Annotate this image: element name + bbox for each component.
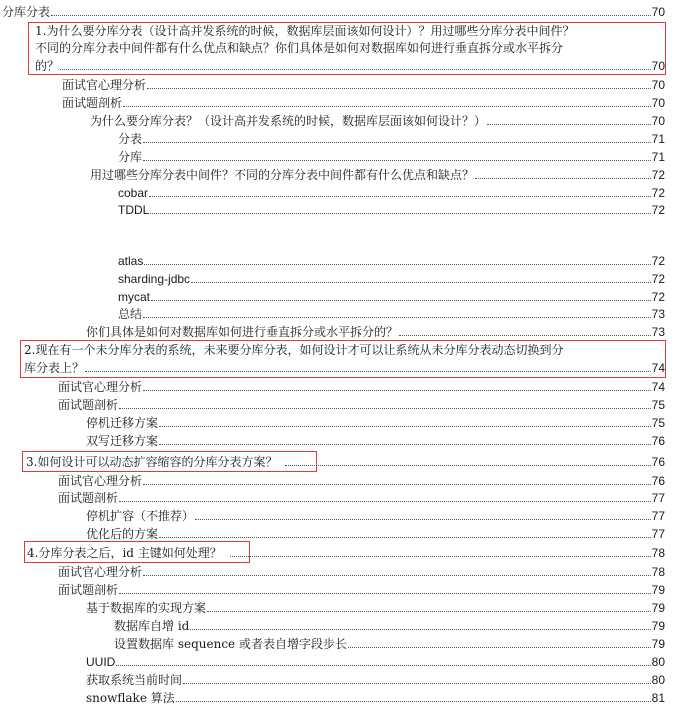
toc-leader-dots bbox=[149, 196, 651, 197]
toc-leader-dots bbox=[143, 390, 651, 391]
toc-entry[interactable] bbox=[62, 96, 665, 110]
toc-entry-text: sharding-jdbc bbox=[118, 272, 191, 286]
toc-entry[interactable] bbox=[58, 398, 665, 412]
toc-leader-dots bbox=[143, 317, 651, 318]
toc-leader-dots bbox=[143, 142, 651, 143]
toc-leader-dots bbox=[143, 160, 651, 161]
toc-entry[interactable] bbox=[118, 132, 665, 146]
toc-page-number: 71 bbox=[651, 132, 665, 146]
toc-leader-dots bbox=[143, 575, 651, 576]
toc-entry[interactable] bbox=[90, 168, 665, 182]
toc-leader-dots bbox=[51, 15, 651, 16]
toc-page-number: 72 bbox=[651, 290, 665, 304]
toc-page-number: 72 bbox=[651, 168, 665, 182]
toc-entry-text: 面试官心理分析 bbox=[62, 78, 147, 92]
toc-entry-text: atlas bbox=[118, 254, 144, 268]
toc-entry-text: 双写迁移方案 bbox=[86, 434, 159, 448]
toc-entry-text: 为什么要分库分表？（设计高并发系统的时候，数据库层面该如何设计？） bbox=[90, 114, 487, 128]
toc-page-number: 76 bbox=[651, 474, 665, 488]
toc-leader-dots bbox=[487, 124, 651, 125]
toc-page-number: 72 bbox=[651, 203, 665, 217]
toc-leader-dots bbox=[176, 701, 651, 702]
toc-entry-text: 的？ bbox=[35, 59, 60, 73]
toc-page-number: 80 bbox=[651, 673, 665, 687]
toc-page-number: 72 bbox=[651, 254, 665, 268]
toc-page-number: 75 bbox=[651, 416, 665, 430]
toc-leader-dots bbox=[144, 264, 650, 265]
toc-page-number: 78 bbox=[651, 565, 665, 579]
toc-entry[interactable] bbox=[58, 380, 665, 394]
toc-entry-text: 3.如何设计可以动态扩容缩容的分库分表方案？ bbox=[26, 455, 278, 469]
toc-page-number: 70 bbox=[651, 96, 665, 110]
toc-page-number: 77 bbox=[651, 509, 665, 523]
toc-entry-text-line[interactable]: 1.为什么要分库分表（设计高并发系统的时候，数据库层面该如何设计）？用过哪些分库分表中间件？ bbox=[35, 24, 575, 38]
toc-entry-text: TDDL bbox=[118, 203, 150, 217]
toc-entry[interactable] bbox=[118, 186, 665, 200]
toc-leader-dots bbox=[159, 537, 651, 538]
toc-leader-dots bbox=[150, 213, 650, 214]
toc-entry[interactable] bbox=[118, 254, 665, 268]
toc-entry-text: 设置数据库 sequence 或者表自增字段步长 bbox=[114, 637, 347, 651]
toc-leader-dots bbox=[119, 501, 651, 502]
toc-entry[interactable] bbox=[58, 474, 665, 488]
toc-entry-text: 你们具体是如何对数据库如何进行垂直拆分或水平拆分的？ bbox=[86, 325, 399, 339]
toc-entry[interactable] bbox=[86, 416, 665, 430]
toc-leader-dots bbox=[123, 106, 651, 107]
toc-entry-text: 优化后的方案 bbox=[86, 527, 159, 541]
toc-entry-text: 面试题剖析 bbox=[62, 96, 123, 110]
toc-leader-dots bbox=[475, 178, 651, 179]
toc-page-number: 71 bbox=[651, 150, 665, 164]
toc-page-number: 81 bbox=[651, 691, 665, 705]
toc-page-number: 73 bbox=[651, 325, 665, 339]
toc-entry[interactable] bbox=[118, 307, 665, 321]
toc-entry[interactable] bbox=[86, 691, 665, 705]
toc-page-number: 72 bbox=[651, 272, 665, 286]
toc-page-number: 77 bbox=[651, 527, 665, 541]
toc-entry-text: snowflake 算法 bbox=[86, 691, 175, 705]
toc-page-number: 72 bbox=[651, 186, 665, 200]
toc-leader-dots bbox=[230, 556, 651, 557]
toc-entry-text: UUID bbox=[86, 655, 116, 669]
toc-entry[interactable] bbox=[86, 434, 665, 448]
toc-leader-dots bbox=[116, 665, 650, 666]
toc-entry[interactable] bbox=[114, 619, 665, 633]
toc-entry[interactable] bbox=[86, 527, 665, 541]
toc-leader-dots bbox=[159, 444, 651, 445]
toc-leader-dots bbox=[191, 282, 651, 283]
toc-entry[interactable] bbox=[2, 5, 665, 19]
toc-leader-dots bbox=[85, 371, 651, 372]
toc-entry[interactable] bbox=[86, 325, 665, 339]
toc-page-number: 78 bbox=[651, 546, 665, 560]
toc-entry[interactable] bbox=[118, 272, 665, 286]
toc-leader-dots bbox=[143, 484, 651, 485]
toc-page-number: 75 bbox=[651, 398, 665, 412]
toc-entry[interactable] bbox=[62, 78, 665, 92]
toc-entry-text: 停机迁移方案 bbox=[86, 416, 159, 430]
toc-page-number: 70 bbox=[651, 59, 665, 73]
toc-page-number: 70 bbox=[651, 114, 665, 128]
toc-page-number: 79 bbox=[651, 583, 665, 597]
toc-entry-text: 面试官心理分析 bbox=[58, 380, 143, 394]
toc-leader-dots bbox=[190, 629, 650, 630]
toc-entry-text: 面试题剖析 bbox=[58, 583, 119, 597]
toc-page-number: 79 bbox=[651, 637, 665, 651]
toc-entry-text-line[interactable]: 不同的分库分表中间件都有什么优点和缺点？你们具体是如何对数据库如何进行垂直拆分或水平拆分 bbox=[35, 41, 564, 55]
toc-entry-text: 分库分表 bbox=[2, 5, 51, 19]
toc-page-number: 70 bbox=[651, 5, 665, 19]
toc-entry-text: 面试官心理分析 bbox=[58, 474, 143, 488]
toc-entry-text: 基于数据库的实现方案 bbox=[86, 601, 207, 615]
toc-entry[interactable] bbox=[114, 637, 665, 651]
toc-entry[interactable] bbox=[86, 655, 665, 669]
toc-entry-text: 库分表上？ bbox=[24, 361, 85, 375]
toc-page-number: 76 bbox=[651, 455, 665, 469]
toc-page-number: 80 bbox=[651, 655, 665, 669]
toc-entry-text: 停机扩容（不推荐） bbox=[86, 509, 195, 523]
toc-entry[interactable] bbox=[58, 491, 665, 505]
toc-page-number: 76 bbox=[651, 434, 665, 448]
toc-entry[interactable] bbox=[58, 583, 665, 597]
toc-page-number: 79 bbox=[651, 619, 665, 633]
toc-entry[interactable] bbox=[26, 455, 665, 469]
toc-page-number: 70 bbox=[651, 78, 665, 92]
toc-entry[interactable] bbox=[24, 361, 665, 375]
toc-entry-text: 获取系统当前时间 bbox=[86, 673, 183, 687]
toc-entry[interactable] bbox=[118, 203, 665, 217]
toc-entry[interactable] bbox=[118, 290, 665, 304]
toc-entry-text: 数据库自增 id bbox=[114, 619, 190, 633]
toc-page-number: 74 bbox=[651, 380, 665, 394]
toc-leader-dots bbox=[119, 593, 651, 594]
toc-leader-dots bbox=[183, 683, 651, 684]
toc-entry-text: 面试官心理分析 bbox=[58, 565, 143, 579]
toc-leader-dots bbox=[285, 465, 650, 466]
toc-entry[interactable] bbox=[27, 546, 665, 560]
toc-entry[interactable] bbox=[118, 150, 665, 164]
toc-entry-text: mycat bbox=[118, 290, 151, 304]
toc-entry-text: 4.分库分表之后，id 主键如何处理？ bbox=[27, 546, 222, 560]
toc-entry[interactable] bbox=[90, 114, 665, 128]
toc-entry[interactable] bbox=[86, 673, 665, 687]
toc-leader-dots bbox=[159, 426, 651, 427]
toc-page-number: 74 bbox=[651, 361, 665, 375]
toc-entry-text: 分库 bbox=[118, 150, 143, 164]
toc-entry[interactable] bbox=[58, 565, 665, 579]
toc-leader-dots bbox=[207, 611, 651, 612]
toc-leader-dots bbox=[119, 408, 651, 409]
toc-leader-dots bbox=[60, 69, 651, 70]
toc-entry[interactable] bbox=[86, 601, 665, 615]
toc-leader-dots bbox=[195, 519, 651, 520]
toc-entry-text-line[interactable]: 2.现在有一个未分库分表的系统，未来要分库分表，如何设计才可以让系统从未分库分表动态切换到分 bbox=[24, 343, 564, 357]
toc-entry-text: 分表 bbox=[118, 132, 143, 146]
toc-leader-dots bbox=[151, 300, 651, 301]
toc-leader-dots bbox=[348, 647, 651, 648]
toc-leader-dots bbox=[399, 335, 651, 336]
toc-page-number: 79 bbox=[651, 601, 665, 615]
toc-entry[interactable] bbox=[86, 509, 665, 523]
toc-entry-text: 面试题剖析 bbox=[58, 398, 119, 412]
toc-entry-text: cobar bbox=[118, 186, 149, 200]
toc-entry-text: 用过哪些分库分表中间件？不同的分库分表中间件都有什么优点和缺点？ bbox=[90, 168, 475, 182]
toc-page-number: 73 bbox=[651, 307, 665, 321]
toc-entry[interactable] bbox=[35, 59, 665, 73]
toc-page-number: 77 bbox=[651, 491, 665, 505]
toc-entry-text: 总结 bbox=[118, 307, 143, 321]
toc-leader-dots bbox=[147, 88, 651, 89]
toc-entry-text: 面试题剖析 bbox=[58, 491, 119, 505]
